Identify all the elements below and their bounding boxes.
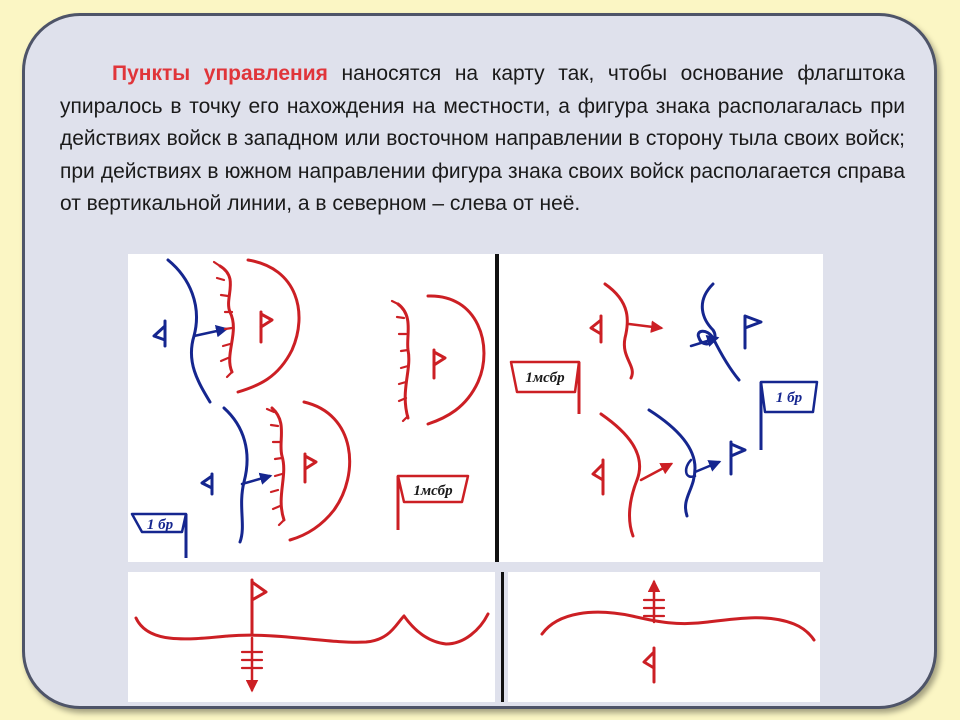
enemy-front-line xyxy=(698,284,739,380)
highlighted-term: Пункты управления xyxy=(112,62,328,85)
own-defense-line xyxy=(220,266,233,372)
paragraph-text: наносятся на карту так, чтобы основание флагштока упиралось в точку его нахождения на местности, а фигура знака располагалась при действиях войск в западном или восточном направлении в сторону тыла своих войск; при действиях в южном направлении фигура знака своих войск располагается справа от вертикальной линии, а в северном – слева от неё. xyxy=(60,62,905,215)
enemy-flag-icon xyxy=(731,442,745,474)
unit-flag-1msbr xyxy=(511,362,579,414)
flag-label: 1 бр xyxy=(146,517,174,533)
enemy-flag-icon xyxy=(202,474,212,494)
own-front-line xyxy=(601,414,640,536)
own-flag-icon xyxy=(593,460,603,494)
enemy-flag-icon xyxy=(154,321,165,346)
enemy-flag-icon xyxy=(745,316,761,348)
diagram-south xyxy=(128,572,495,702)
own-front-arc xyxy=(238,260,299,392)
flag-label: 1мсбр xyxy=(525,370,565,386)
enemy-front-line xyxy=(168,260,210,402)
direction-arrow xyxy=(695,462,719,472)
description-paragraph xyxy=(60,58,905,221)
front-line xyxy=(136,614,488,644)
diagram-west-east xyxy=(128,254,495,562)
flag-label: 1 бр xyxy=(775,390,803,406)
enemy-front-line xyxy=(224,408,247,542)
diagram-east-west xyxy=(499,254,823,562)
diagram-panel-west-east xyxy=(128,254,495,562)
own-flag-icon xyxy=(591,316,601,342)
own-front-arc xyxy=(290,402,350,540)
flag-label: 1мсбр xyxy=(413,483,453,499)
own-front-arc xyxy=(428,296,484,424)
diagram-panel-east-west xyxy=(499,254,823,562)
unit-flag-1br xyxy=(761,382,817,450)
own-flag-icon xyxy=(644,648,654,682)
unit-flag-1msbr xyxy=(398,476,468,530)
own-flag-icon xyxy=(252,580,266,634)
front-line xyxy=(542,612,814,640)
own-flag-icon xyxy=(261,312,272,342)
diagram-panel-south xyxy=(128,572,495,702)
direction-arrow xyxy=(194,329,226,336)
panel-divider xyxy=(501,572,504,702)
diagram-panel-north xyxy=(508,572,820,702)
direction-arrow xyxy=(641,464,671,480)
own-front-line xyxy=(605,284,632,378)
own-flag-icon xyxy=(305,454,316,482)
own-flag-icon xyxy=(434,350,445,378)
direction-arrow xyxy=(629,324,661,328)
unit-flag-1br xyxy=(132,514,186,558)
diagram-north xyxy=(508,572,820,702)
